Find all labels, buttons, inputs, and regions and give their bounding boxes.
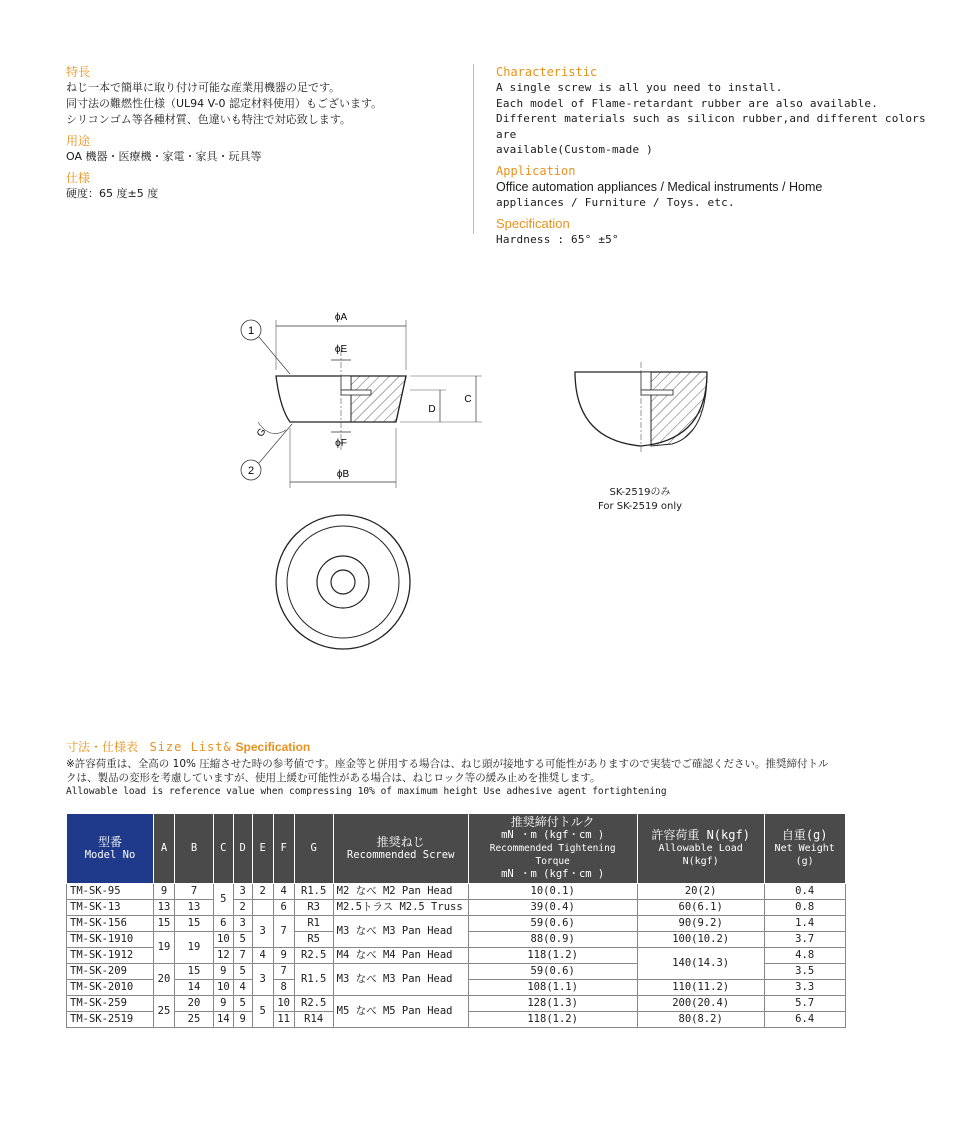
spec-title-jp: 仕様: [66, 171, 91, 185]
spec-table: [66, 813, 846, 1028]
cell-F: 7: [273, 964, 294, 980]
header-screw-en: Recommended Screw: [346, 848, 455, 861]
cell-E: 4: [252, 948, 273, 964]
cell-G: R5: [294, 932, 333, 948]
feature-section-jp: [66, 64, 456, 128]
header-model: [67, 814, 154, 884]
side-section-view: [241, 312, 482, 488]
cell-screw: M3 なべ M3 Pan Head: [333, 964, 468, 996]
cell-C: 14: [214, 1012, 234, 1028]
use-section-jp: [66, 133, 456, 165]
table-title: [66, 738, 926, 755]
header-G: G: [294, 814, 333, 884]
cell-C: 12: [214, 948, 234, 964]
caption-en: For SK-2519 only: [597, 501, 683, 512]
cell-model: TM-SK-13: [67, 900, 154, 916]
dim-label-phiB: ϕB: [336, 469, 350, 480]
cell-C: 10: [214, 980, 234, 996]
cell-screw: M4 なべ M4 Pan Head: [333, 948, 468, 964]
cell-torque: 108(1.1): [468, 980, 637, 996]
cell-A: 13: [154, 900, 175, 916]
cell-torque: 10(0.1): [468, 884, 637, 900]
cell-load: 140(14.3): [637, 948, 764, 980]
cell-F: 9: [273, 948, 294, 964]
use-line-en: Office automation appliances / Medical instruments / Home: [496, 179, 823, 194]
technical-drawing: [0, 300, 960, 720]
cell-F: 11: [273, 1012, 294, 1028]
header-D: D: [233, 814, 252, 884]
header-screw-jp: 推奨ねじ: [376, 834, 425, 849]
cell-G: R3: [294, 900, 333, 916]
header-torque-jp: 推奨締付トルク: [510, 815, 595, 829]
cell-load: 110(11.2): [637, 980, 764, 996]
header-E: E: [252, 814, 273, 884]
sk2519-section-view: [575, 362, 707, 452]
cell-model: TM-SK-209: [67, 964, 154, 980]
cell-D: 5: [233, 964, 252, 980]
cell-load: 80(8.2): [637, 1012, 764, 1028]
cell-weight: 0.8: [764, 900, 845, 916]
use-line-en: appliances / Furniture / Toys. etc.: [496, 195, 735, 209]
cell-B: 13: [175, 900, 214, 916]
cell-model: TM-SK-2010: [67, 980, 154, 996]
dim-label-G: G: [255, 426, 269, 439]
table-row: [67, 916, 846, 932]
header-screw: [333, 814, 468, 884]
cell-B: 7: [175, 884, 214, 900]
table-title-jp: 寸法・仕様表: [66, 740, 139, 754]
cell-model: TM-SK-156: [67, 916, 154, 932]
cell-torque: 88(0.9): [468, 932, 637, 948]
header-torque-en: Recommended Tightening Torque: [489, 843, 616, 867]
header-C: C: [214, 814, 234, 884]
dim-label-D: D: [428, 404, 436, 415]
cell-screw: M2.5トラス M2.5 Truss: [333, 900, 468, 916]
cell-weight: 6.4: [764, 1012, 845, 1028]
sk2519-caption: [590, 486, 690, 514]
cell-E: 3: [252, 964, 273, 996]
callout-2: 2: [247, 465, 255, 477]
header-A: A: [154, 814, 175, 884]
feature-line-jp: 同寸法の難燃性仕様（UL94 V-0 認定材料使用）もございます。: [66, 97, 383, 110]
cell-load: 100(10.2): [637, 932, 764, 948]
table-row: [67, 884, 846, 900]
feature-section-en: [496, 64, 936, 158]
cell-C: 9: [214, 996, 234, 1012]
header-F: F: [273, 814, 294, 884]
cell-G: R2.5: [294, 996, 333, 1012]
cell-weight: 3.7: [764, 932, 845, 948]
header-torque: [468, 814, 637, 884]
cell-B: 15: [175, 964, 214, 980]
cell-torque: 118(1.2): [468, 948, 637, 964]
use-title-en: Application: [496, 163, 576, 178]
caption-jp: SK-2519のみ: [609, 487, 671, 498]
table-title-en: Size List&: [149, 740, 232, 754]
header-torque-unit: mN ・m (kgf・cm ): [501, 829, 605, 841]
spec-line-jp: 硬度：65 度±5 度: [66, 187, 159, 200]
cell-D: 2: [233, 900, 252, 916]
cell-B: 20: [175, 996, 214, 1012]
cell-C: 5: [214, 884, 234, 916]
cell-weight: 5.7: [764, 996, 845, 1012]
cell-model: TM-SK-259: [67, 996, 154, 1012]
cell-A: 20: [154, 964, 175, 996]
spec-section-jp: [66, 170, 456, 202]
cell-torque: 59(0.6): [468, 964, 637, 980]
cell-torque: 39(0.4): [468, 900, 637, 916]
feature-title-jp: 特長: [66, 65, 91, 79]
cell-F: 8: [273, 980, 294, 996]
use-line-jp: OA 機器・医療機・家電・家具・玩具等: [66, 150, 262, 163]
table-title-en2: Specification: [235, 740, 311, 754]
cell-B: 19: [175, 932, 214, 964]
cell-D: 4: [233, 980, 252, 996]
callout-1: 1: [247, 325, 255, 337]
cell-C: 6: [214, 916, 234, 932]
dim-label-phiE: ϕE: [334, 344, 348, 355]
top-view: [276, 515, 410, 649]
header-model-en: Model No: [84, 848, 136, 861]
cell-D: 5: [233, 996, 252, 1012]
use-section-en: [496, 163, 936, 211]
note-en: Allowable load is reference value when compressing 10% of maximum height Use adhesive agent fortightening: [66, 786, 667, 797]
header-torque-unit2: mN ・m (kgf・cm ): [501, 868, 605, 880]
cell-G: R1.5: [294, 964, 333, 996]
header-load-jp: 許容荷重 N(kgf): [651, 828, 750, 842]
cell-C: 10: [214, 932, 234, 948]
cell-torque: 59(0.6): [468, 916, 637, 932]
header-load: [637, 814, 764, 884]
dim-label-phiF: ϕF: [335, 438, 347, 449]
feature-line-en: available(Custom-made ): [496, 143, 653, 156]
spec-line-en: Hardness : 65° ±5°: [496, 233, 619, 246]
feature-line-en: Different materials such as silicon rubber,and different colors are: [496, 112, 926, 141]
spec-section-en: [496, 216, 936, 248]
header-weight-en: Net Weight (g): [774, 843, 835, 867]
table-row: [67, 996, 846, 1012]
cell-model: TM-SK-2519: [67, 1012, 154, 1028]
feature-line-jp: ねじ一本で簡単に取り付け可能な産業用機器の足です。: [66, 81, 341, 94]
table-section-header: [66, 738, 926, 799]
cell-weight: 0.4: [764, 884, 845, 900]
note-jp-2: クは、製品の変形を考慮していますが、使用上緩む可能性がある場合は、ねじロック等の緩み止めを推奨します。: [66, 772, 601, 784]
cell-screw: M3 なべ M3 Pan Head: [333, 916, 468, 948]
cell-D: 9: [233, 1012, 252, 1028]
cell-screw: M2 なべ M2 Pan Head: [333, 884, 468, 900]
cell-A: 15: [154, 916, 175, 932]
cell-model: TM-SK-1910: [67, 932, 154, 948]
header-weight-jp: 自重(g): [781, 828, 828, 842]
cell-D: 5: [233, 932, 252, 948]
cell-G: R14: [294, 1012, 333, 1028]
cell-A: 25: [154, 996, 175, 1028]
cell-G: R1.5: [294, 884, 333, 900]
note-jp-1: ※許容荷重は、全高の 10% 圧縮させた時の参考値です。座金等と併用する場合は、ねじ頭が接地する可能性がありますので実装でご確認ください。推奨締付トル: [66, 758, 829, 770]
feature-line-en: Each model of Flame-retardant rubber are also available.: [496, 96, 879, 110]
japanese-description: [66, 64, 456, 207]
cell-weight: 3.3: [764, 980, 845, 996]
feature-line-en: A single screw is all you need to install.: [496, 81, 783, 94]
cell-G: R2.5: [294, 948, 333, 964]
spec-title-en: Specification: [496, 216, 570, 231]
cell-E: 5: [252, 996, 273, 1028]
cell-B: 14: [175, 980, 214, 996]
cell-F: 10: [273, 996, 294, 1012]
cell-B: 25: [175, 1012, 214, 1028]
cell-load: 60(6.1): [637, 900, 764, 916]
dim-label-C: C: [464, 394, 472, 405]
cell-F: 7: [273, 916, 294, 948]
cell-D: 3: [233, 916, 252, 932]
english-description: [496, 64, 936, 251]
cell-load: 200(20.4): [637, 996, 764, 1012]
cell-load: 20(2): [637, 884, 764, 900]
cell-torque: 118(1.2): [468, 1012, 637, 1028]
header-weight: [764, 814, 845, 884]
table-header-row: [67, 814, 846, 884]
cell-D: 3: [233, 884, 252, 900]
cell-E: [252, 900, 273, 916]
cell-load: 90(9.2): [637, 916, 764, 932]
table-row: [67, 900, 846, 916]
header-model-jp: 型番: [97, 834, 122, 849]
header-load-en: Allowable Load N(kgf): [658, 843, 743, 867]
cell-E: 3: [252, 916, 273, 948]
cell-weight: 1.4: [764, 916, 845, 932]
dim-label-phiA: ϕA: [334, 312, 348, 323]
cell-model: TM-SK-95: [67, 884, 154, 900]
feature-line-jp: シリコンゴム等各種材質、色違いも特注で対応致します。: [66, 113, 351, 126]
column-divider: [473, 64, 474, 234]
cell-A: 19: [154, 932, 175, 964]
cell-weight: 3.5: [764, 964, 845, 980]
use-title-jp: 用途: [66, 134, 91, 148]
cell-model: TM-SK-1912: [67, 948, 154, 964]
cell-torque: 128(1.3): [468, 996, 637, 1012]
feature-title-en: Characteristic: [496, 65, 598, 79]
cell-D: 7: [233, 948, 252, 964]
cell-F: 6: [273, 900, 294, 916]
cell-A: 9: [154, 884, 175, 900]
header-B: B: [175, 814, 214, 884]
cell-screw: M5 なべ M5 Pan Head: [333, 996, 468, 1028]
cell-weight: 4.8: [764, 948, 845, 964]
cell-F: 4: [273, 884, 294, 900]
cell-C: 9: [214, 964, 234, 980]
cell-E: 2: [252, 884, 273, 900]
cell-G: R1: [294, 916, 333, 932]
cell-B: 15: [175, 916, 214, 932]
